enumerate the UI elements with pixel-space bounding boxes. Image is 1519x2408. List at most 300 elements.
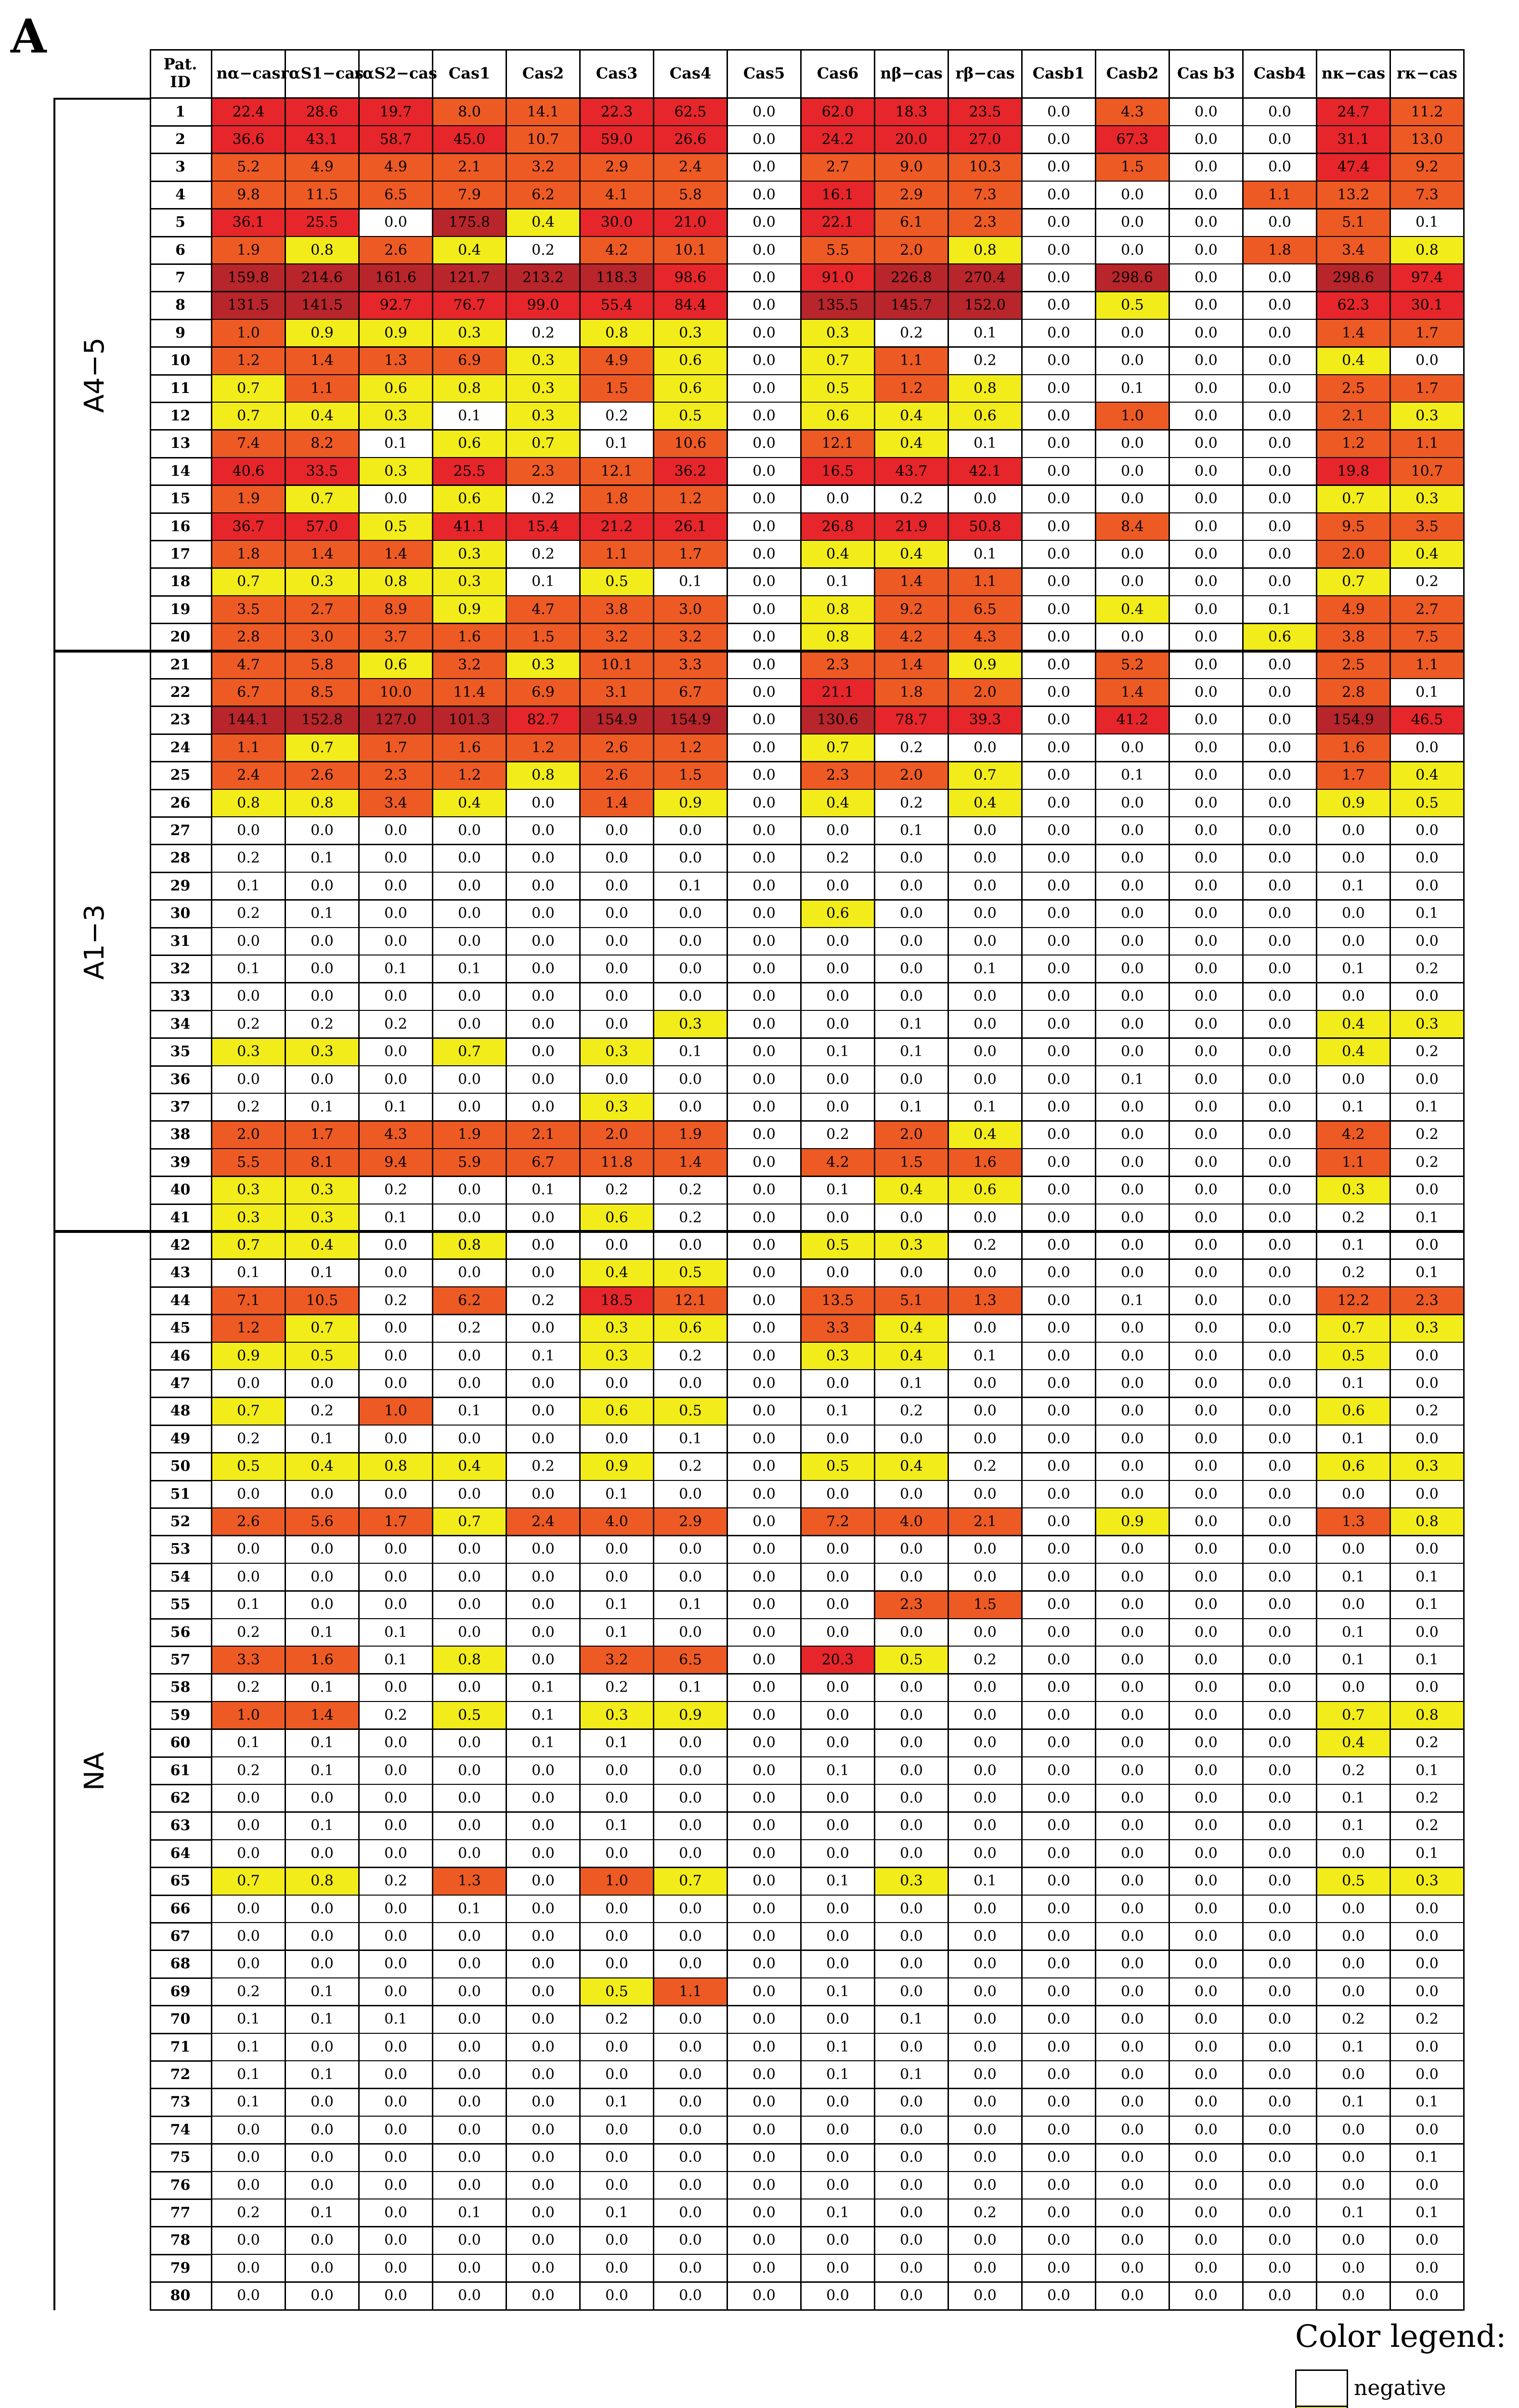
- value-cell: 0.2: [1317, 1757, 1391, 1785]
- value-cell: 0.0: [507, 983, 581, 1011]
- value-cell: 154.9: [654, 707, 728, 735]
- value-cell: 0.1: [286, 1426, 360, 1453]
- column-header: Cas5: [728, 49, 802, 99]
- value-cell: 0.1: [360, 2006, 433, 2034]
- value-cell: 0.1: [949, 1868, 1023, 1896]
- value-cell: 0.0: [1170, 928, 1244, 956]
- value-cell: 0.0: [286, 2283, 360, 2311]
- value-cell: 0.4: [433, 1453, 507, 1481]
- value-cell: 0.0: [875, 1923, 949, 1951]
- value-cell: 0.0: [1096, 486, 1170, 514]
- value-cell: 0.0: [212, 1923, 286, 1951]
- value-cell: 0.2: [1391, 1122, 1465, 1150]
- value-cell: 0.0: [1170, 1481, 1244, 1509]
- value-cell: 0.7: [1317, 1315, 1391, 1343]
- value-cell: 5.1: [1317, 209, 1391, 237]
- value-cell: 0.4: [875, 431, 949, 458]
- value-cell: 0.9: [212, 1343, 286, 1371]
- value-cell: 0.5: [654, 403, 728, 431]
- value-cell: 0.0: [728, 237, 802, 265]
- value-cell: 22.1: [802, 209, 875, 237]
- value-cell: 0.1: [433, 403, 507, 431]
- value-cell: 14.1: [507, 99, 581, 127]
- value-cell: 0.0: [1170, 1951, 1244, 1979]
- value-cell: 161.6: [360, 264, 433, 292]
- value-cell: 0.0: [286, 928, 360, 956]
- value-cell: 0.0: [802, 817, 875, 845]
- value-cell: 0.0: [949, 901, 1023, 929]
- value-cell: 0.0: [360, 2227, 433, 2255]
- value-cell: 0.8: [286, 237, 360, 265]
- value-cell: 0.0: [1023, 1122, 1096, 1150]
- value-cell: 0.1: [802, 569, 875, 597]
- value-cell: 0.0: [581, 873, 654, 901]
- value-cell: 0.3: [802, 1343, 875, 1371]
- value-cell: 0.0: [1023, 1011, 1096, 1039]
- value-cell: 10.3: [949, 154, 1023, 182]
- value-cell: 0.0: [654, 817, 728, 845]
- value-cell: 0.0: [1096, 1481, 1170, 1509]
- value-cell: 0.0: [1023, 596, 1096, 624]
- value-cell: 0.0: [1023, 1785, 1096, 1813]
- value-cell: 0.0: [360, 1370, 433, 1398]
- value-cell: 2.6: [581, 762, 654, 790]
- value-cell: 0.5: [286, 1343, 360, 1371]
- value-cell: 0.0: [802, 2255, 875, 2283]
- value-cell: 154.9: [1317, 707, 1391, 735]
- value-cell: 0.0: [507, 2034, 581, 2062]
- value-cell: 0.1: [1317, 955, 1391, 983]
- value-cell: 9.0: [875, 154, 949, 182]
- value-cell: 0.0: [1096, 1923, 1170, 1951]
- value-cell: 0.0: [1023, 762, 1096, 790]
- value-cell: 1.2: [654, 486, 728, 514]
- value-cell: 0.0: [728, 126, 802, 154]
- value-cell: 0.4: [1317, 1730, 1391, 1758]
- value-cell: 0.0: [581, 1232, 654, 1260]
- value-cell: 0.0: [1170, 1978, 1244, 2006]
- value-cell: 2.1: [507, 1122, 581, 1150]
- header-pat-id: Pat. ID: [150, 49, 212, 99]
- value-cell: 0.0: [1096, 1536, 1170, 1564]
- value-cell: 0.2: [949, 1232, 1023, 1260]
- value-cell: 43.7: [875, 458, 949, 486]
- value-cell: 0.0: [802, 1785, 875, 1813]
- column-header: Casb2: [1096, 49, 1170, 99]
- value-cell: 0.0: [1170, 2227, 1244, 2255]
- value-cell: 0.0: [1244, 1730, 1317, 1758]
- value-cell: 0.0: [802, 1066, 875, 1094]
- value-cell: 3.3: [654, 652, 728, 680]
- value-cell: 2.0: [875, 762, 949, 790]
- value-cell: 0.2: [1391, 1398, 1465, 1426]
- value-cell: 0.0: [1096, 873, 1170, 901]
- value-cell: 0.0: [654, 901, 728, 929]
- value-cell: 0.2: [286, 1011, 360, 1039]
- value-cell: 0.0: [728, 1481, 802, 1509]
- value-cell: 0.1: [949, 320, 1023, 348]
- value-cell: 2.0: [875, 237, 949, 265]
- value-cell: 0.3: [360, 403, 433, 431]
- value-cell: 0.0: [1170, 1066, 1244, 1094]
- value-cell: 0.1: [1244, 596, 1317, 624]
- value-cell: 0.0: [581, 1951, 654, 1979]
- value-cell: 0.2: [360, 1287, 433, 1315]
- value-cell: 0.0: [1023, 873, 1096, 901]
- value-cell: 0.0: [1023, 1232, 1096, 1260]
- value-cell: 0.0: [1023, 1730, 1096, 1758]
- value-cell: 1.0: [212, 1702, 286, 1730]
- value-cell: 0.0: [1023, 1564, 1096, 1592]
- value-cell: 16.5: [802, 458, 875, 486]
- value-cell: 0.0: [1096, 817, 1170, 845]
- value-cell: 0.0: [1023, 1149, 1096, 1177]
- value-cell: 0.0: [1170, 1204, 1244, 1232]
- value-cell: 0.1: [507, 1177, 581, 1205]
- value-cell: 0.0: [728, 541, 802, 569]
- value-cell: 0.0: [433, 1923, 507, 1951]
- value-cell: 0.0: [1170, 2145, 1244, 2172]
- value-cell: 0.0: [1244, 2145, 1317, 2172]
- value-cell: 0.0: [1096, 1896, 1170, 1924]
- value-cell: 0.0: [286, 2034, 360, 2062]
- value-cell: 0.0: [1170, 2172, 1244, 2200]
- value-cell: 0.0: [1170, 513, 1244, 541]
- value-cell: 0.0: [433, 928, 507, 956]
- group-label: NA: [78, 1752, 110, 1791]
- value-cell: 0.0: [1244, 1868, 1317, 1896]
- value-cell: 0.6: [802, 901, 875, 929]
- patient-id: 56: [150, 1619, 212, 1647]
- value-cell: 152.8: [286, 707, 360, 735]
- value-cell: 24.2: [802, 126, 875, 154]
- value-cell: 4.2: [875, 624, 949, 652]
- value-cell: 0.0: [802, 486, 875, 514]
- value-cell: 0.0: [1244, 1840, 1317, 1868]
- value-cell: 0.0: [1244, 2199, 1317, 2227]
- value-cell: 0.8: [949, 375, 1023, 403]
- value-cell: 0.2: [581, 403, 654, 431]
- value-cell: 0.0: [802, 1619, 875, 1647]
- value-cell: 5.9: [433, 1149, 507, 1177]
- value-cell: 0.8: [212, 790, 286, 818]
- value-cell: 0.0: [1244, 901, 1317, 929]
- value-cell: 0.0: [212, 983, 286, 1011]
- value-cell: 0.0: [728, 1315, 802, 1343]
- value-cell: 0.0: [1023, 458, 1096, 486]
- value-cell: 0.0: [1170, 2255, 1244, 2283]
- value-cell: 0.6: [654, 375, 728, 403]
- value-cell: 0.0: [875, 1951, 949, 1979]
- value-cell: 20.3: [802, 1647, 875, 1675]
- value-cell: 1.4: [654, 1149, 728, 1177]
- value-cell: 0.0: [1170, 1122, 1244, 1150]
- value-cell: 0.0: [1244, 873, 1317, 901]
- value-cell: 6.5: [949, 596, 1023, 624]
- patient-id: 64: [150, 1840, 212, 1868]
- value-cell: 0.1: [1317, 1370, 1391, 1398]
- value-cell: 0.0: [1170, 486, 1244, 514]
- value-cell: 18.5: [581, 1287, 654, 1315]
- value-cell: 2.3: [360, 762, 433, 790]
- value-cell: 0.2: [949, 2199, 1023, 2227]
- value-cell: 0.0: [1244, 209, 1317, 237]
- patient-id: 32: [150, 955, 212, 983]
- value-cell: 0.0: [654, 1896, 728, 1924]
- value-cell: 0.0: [1023, 1343, 1096, 1371]
- value-cell: 0.0: [728, 320, 802, 348]
- value-cell: 0.0: [1391, 734, 1465, 762]
- value-cell: 59.0: [581, 126, 654, 154]
- value-cell: 0.0: [1023, 431, 1096, 458]
- value-cell: 0.0: [1391, 1675, 1465, 1702]
- value-cell: 0.0: [1023, 1923, 1096, 1951]
- value-cell: 0.6: [654, 348, 728, 376]
- value-cell: 0.0: [949, 1813, 1023, 1841]
- patient-id: 27: [150, 817, 212, 845]
- value-cell: 0.0: [728, 264, 802, 292]
- value-cell: 16.1: [802, 182, 875, 209]
- value-cell: 0.0: [360, 1536, 433, 1564]
- value-cell: 0.0: [1096, 1840, 1170, 1868]
- value-cell: 3.4: [360, 790, 433, 818]
- value-cell: 0.0: [1023, 1592, 1096, 1620]
- value-cell: 0.0: [1170, 375, 1244, 403]
- value-cell: 0.3: [581, 1343, 654, 1371]
- value-cell: 0.0: [1023, 790, 1096, 818]
- value-cell: 0.0: [1096, 569, 1170, 597]
- value-cell: 0.0: [728, 1398, 802, 1426]
- value-cell: 0.1: [949, 955, 1023, 983]
- value-cell: 0.6: [433, 486, 507, 514]
- value-cell: 0.0: [728, 2255, 802, 2283]
- value-cell: 0.0: [581, 2227, 654, 2255]
- patient-id: 60: [150, 1730, 212, 1758]
- value-cell: 1.1: [949, 569, 1023, 597]
- value-cell: 0.0: [1170, 569, 1244, 597]
- value-cell: 0.0: [212, 2227, 286, 2255]
- value-cell: 1.1: [212, 734, 286, 762]
- value-cell: 92.7: [360, 292, 433, 320]
- value-cell: 0.1: [654, 1592, 728, 1620]
- value-cell: 0.0: [1317, 901, 1391, 929]
- patient-id: 58: [150, 1675, 212, 1702]
- value-cell: 0.1: [360, 1647, 433, 1675]
- value-cell: 0.0: [875, 2199, 949, 2227]
- value-cell: 0.0: [1170, 2283, 1244, 2311]
- value-cell: 0.0: [360, 2199, 433, 2227]
- value-cell: 0.0: [1096, 2227, 1170, 2255]
- value-cell: 0.0: [1023, 2089, 1096, 2117]
- value-cell: 0.0: [286, 2089, 360, 2117]
- value-cell: 2.3: [507, 458, 581, 486]
- value-cell: 0.2: [802, 845, 875, 873]
- value-cell: 4.3: [360, 1122, 433, 1150]
- value-cell: 0.0: [1170, 1702, 1244, 1730]
- value-cell: 0.6: [1244, 624, 1317, 652]
- value-cell: 0.0: [654, 2172, 728, 2200]
- value-cell: 0.0: [286, 1592, 360, 1620]
- value-cell: 0.0: [1023, 375, 1096, 403]
- value-cell: 0.1: [507, 1343, 581, 1371]
- value-cell: 0.0: [1023, 348, 1096, 376]
- value-cell: 0.0: [875, 1702, 949, 1730]
- value-cell: 0.0: [875, 1066, 949, 1094]
- value-cell: 0.0: [1023, 126, 1096, 154]
- value-cell: 13.2: [1317, 182, 1391, 209]
- value-cell: 0.1: [1096, 375, 1170, 403]
- value-cell: 0.0: [1244, 1011, 1317, 1039]
- value-cell: 0.0: [212, 1536, 286, 1564]
- value-cell: 0.0: [433, 1343, 507, 1371]
- value-cell: 1.8: [212, 541, 286, 569]
- value-cell: 0.0: [728, 2061, 802, 2089]
- value-cell: 0.0: [875, 1730, 949, 1758]
- patient-id: 65: [150, 1868, 212, 1896]
- value-cell: 0.6: [360, 375, 433, 403]
- value-cell: 0.0: [1391, 873, 1465, 901]
- value-cell: 0.0: [507, 1951, 581, 1979]
- value-cell: 0.0: [507, 2006, 581, 2034]
- value-cell: 5.6: [286, 1508, 360, 1536]
- value-cell: 0.2: [1391, 1149, 1465, 1177]
- value-cell: 0.0: [286, 2255, 360, 2283]
- value-cell: 0.0: [1023, 320, 1096, 348]
- value-cell: 4.9: [1317, 596, 1391, 624]
- value-cell: 0.2: [949, 1453, 1023, 1481]
- value-cell: 2.7: [802, 154, 875, 182]
- value-cell: 0.9: [433, 596, 507, 624]
- value-cell: 0.2: [507, 541, 581, 569]
- value-cell: 0.0: [728, 1453, 802, 1481]
- value-cell: 0.0: [1096, 237, 1170, 265]
- value-cell: 2.0: [1317, 541, 1391, 569]
- value-cell: 0.0: [507, 1204, 581, 1232]
- value-cell: 25.5: [433, 458, 507, 486]
- value-cell: 0.0: [1170, 99, 1244, 127]
- value-cell: 0.0: [1096, 2255, 1170, 2283]
- value-cell: 0.0: [1023, 292, 1096, 320]
- value-cell: 43.1: [286, 126, 360, 154]
- value-cell: 0.0: [1244, 790, 1317, 818]
- value-cell: 0.1: [286, 1619, 360, 1647]
- value-cell: 0.1: [286, 901, 360, 929]
- value-cell: 0.0: [507, 1011, 581, 1039]
- value-cell: 0.0: [507, 1978, 581, 2006]
- value-cell: 0.0: [507, 2061, 581, 2089]
- value-cell: 0.3: [802, 320, 875, 348]
- value-cell: 0.0: [1170, 2199, 1244, 2227]
- value-cell: 0.2: [1317, 1204, 1391, 1232]
- value-cell: 0.0: [1170, 624, 1244, 652]
- value-cell: 0.2: [360, 1702, 433, 1730]
- value-cell: 0.1: [949, 1343, 1023, 1371]
- value-cell: 118.3: [581, 264, 654, 292]
- value-cell: 0.0: [949, 1315, 1023, 1343]
- value-cell: 0.0: [728, 983, 802, 1011]
- value-cell: 0.0: [949, 928, 1023, 956]
- value-cell: 0.0: [1023, 1453, 1096, 1481]
- value-cell: 0.0: [949, 2006, 1023, 2034]
- value-cell: 11.8: [581, 1149, 654, 1177]
- value-cell: 7.9: [433, 182, 507, 209]
- patient-id: 69: [150, 1978, 212, 2006]
- value-cell: 0.0: [433, 2145, 507, 2172]
- value-cell: 0.0: [1317, 1675, 1391, 1702]
- value-cell: 0.0: [433, 983, 507, 1011]
- value-cell: 0.0: [728, 1039, 802, 1067]
- value-cell: 0.0: [1023, 734, 1096, 762]
- value-cell: 1.8: [1244, 237, 1317, 265]
- value-cell: 7.3: [1391, 182, 1465, 209]
- value-cell: 0.0: [581, 983, 654, 1011]
- patient-id: 49: [150, 1426, 212, 1453]
- value-cell: 0.0: [728, 679, 802, 707]
- patient-id: 54: [150, 1564, 212, 1592]
- value-cell: 0.0: [360, 1039, 433, 1067]
- value-cell: 0.0: [1023, 1813, 1096, 1841]
- value-cell: 0.0: [1244, 403, 1317, 431]
- value-cell: 6.1: [875, 209, 949, 237]
- value-cell: 0.0: [1244, 1039, 1317, 1067]
- value-cell: 0.0: [433, 1978, 507, 2006]
- value-cell: 1.5: [949, 1592, 1023, 1620]
- value-cell: 0.5: [433, 1702, 507, 1730]
- value-cell: 0.0: [581, 928, 654, 956]
- value-cell: 1.7: [360, 734, 433, 762]
- value-cell: 0.0: [1096, 431, 1170, 458]
- value-cell: 8.1: [286, 1149, 360, 1177]
- value-cell: 0.0: [1096, 2089, 1170, 2117]
- value-cell: 0.0: [433, 817, 507, 845]
- value-cell: 0.7: [212, 375, 286, 403]
- group-bracket: [53, 99, 55, 652]
- value-cell: 0.0: [433, 2255, 507, 2283]
- value-cell: 5.8: [654, 182, 728, 209]
- value-cell: 0.0: [360, 1564, 433, 1592]
- value-cell: 1.6: [1317, 734, 1391, 762]
- value-cell: 0.0: [1244, 1675, 1317, 1702]
- value-cell: 0.0: [1170, 734, 1244, 762]
- patient-id: 9: [150, 320, 212, 348]
- value-cell: 47.4: [1317, 154, 1391, 182]
- value-cell: 0.2: [875, 486, 949, 514]
- value-cell: 0.0: [1096, 2034, 1170, 2062]
- value-cell: 0.0: [1391, 1896, 1465, 1924]
- value-cell: 0.1: [286, 845, 360, 873]
- value-cell: 0.0: [1096, 1730, 1170, 1758]
- value-cell: 0.0: [581, 817, 654, 845]
- column-header: Cas4: [654, 49, 728, 99]
- value-cell: 0.0: [1244, 1564, 1317, 1592]
- value-cell: 6.5: [654, 1647, 728, 1675]
- patient-id: 44: [150, 1287, 212, 1315]
- value-cell: 0.6: [654, 1315, 728, 1343]
- value-cell: 1.2: [212, 348, 286, 376]
- patient-id: 43: [150, 1260, 212, 1288]
- value-cell: 0.0: [802, 1592, 875, 1620]
- patient-id: 52: [150, 1508, 212, 1536]
- value-cell: 91.0: [802, 264, 875, 292]
- value-cell: 0.0: [1170, 845, 1244, 873]
- value-cell: 0.0: [581, 1011, 654, 1039]
- value-cell: 0.3: [654, 1011, 728, 1039]
- value-cell: 4.7: [212, 652, 286, 680]
- value-cell: 0.0: [949, 1702, 1023, 1730]
- patient-id: 67: [150, 1923, 212, 1951]
- value-cell: 0.0: [286, 1923, 360, 1951]
- value-cell: 0.0: [433, 1757, 507, 1785]
